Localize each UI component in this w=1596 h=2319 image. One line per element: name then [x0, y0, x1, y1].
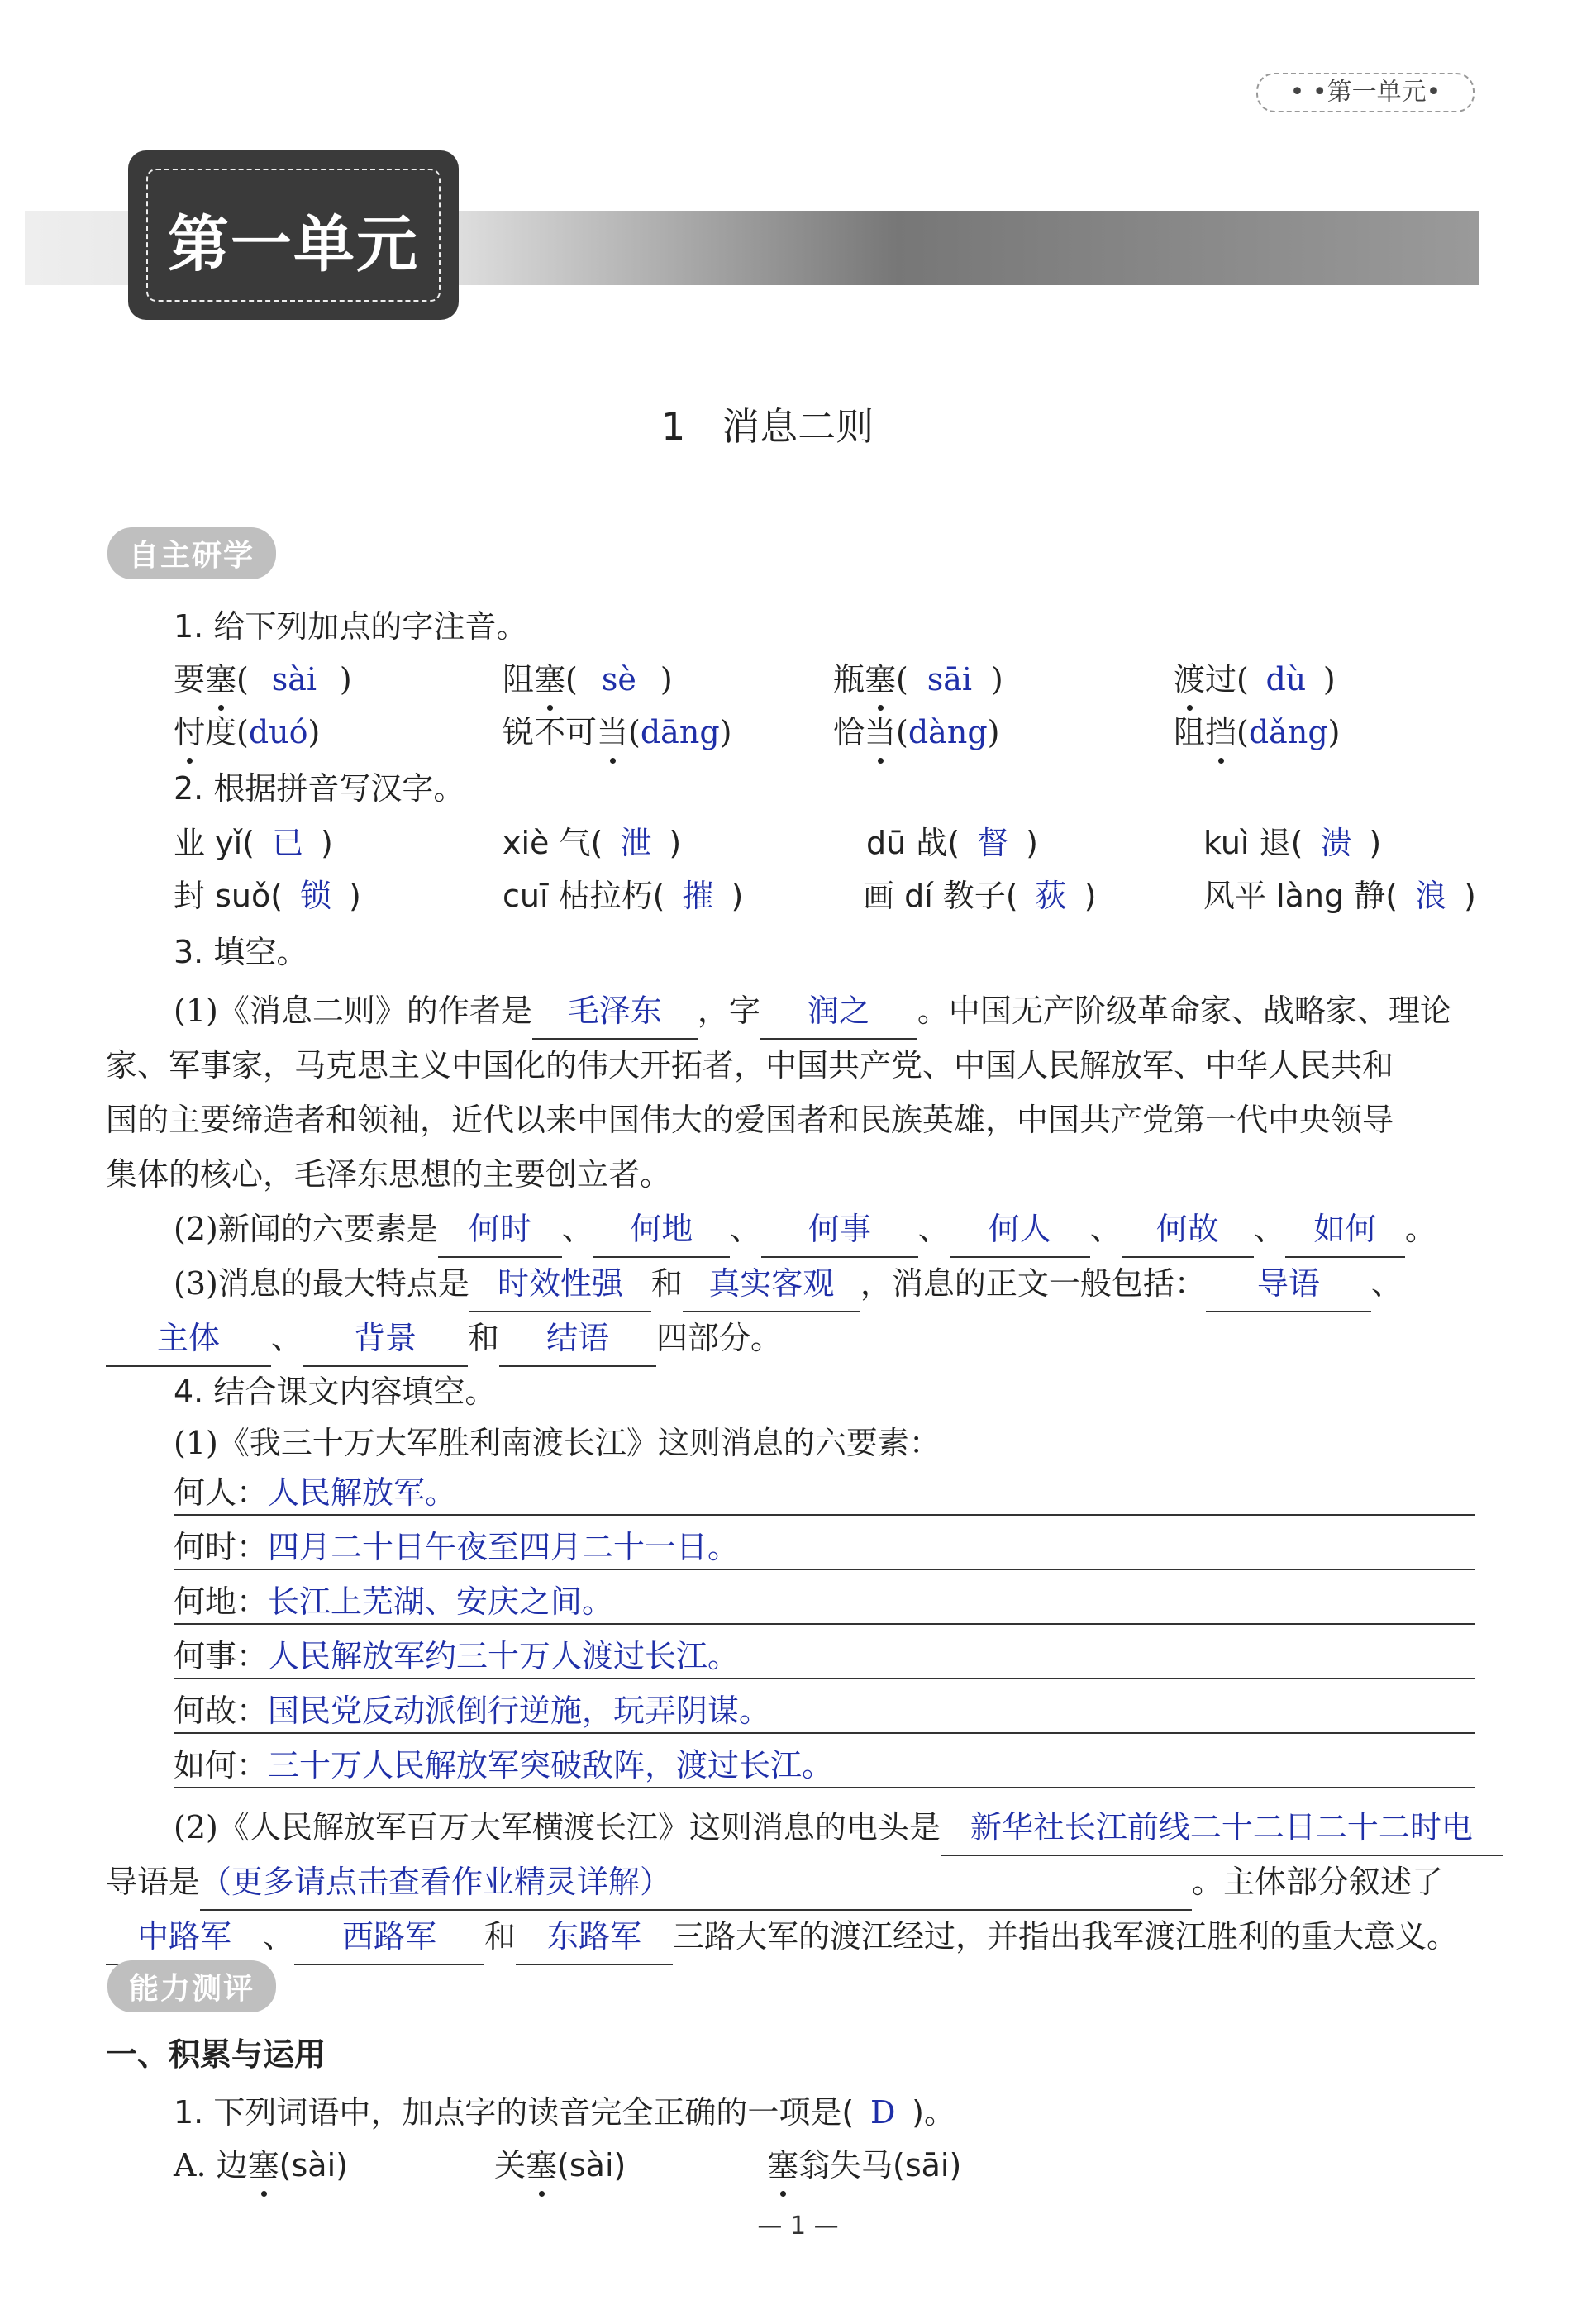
q3-p2-answer-3: 何人 — [950, 1202, 1090, 1258]
q4-element-1: 何时：四月二十日午夜至四月二十一日。 — [174, 1526, 1475, 1570]
q3-p3-answer-4: 背景 — [303, 1311, 468, 1367]
q2-item-7: 风平 làng 静( 浪 ) — [1203, 874, 1476, 917]
q1-item-0: 要塞( sài ) — [174, 658, 352, 701]
q4-element-5: 如何：三十万人民解放军突破敌阵，渡过长江。 — [174, 1744, 1475, 1788]
q4-element-0: 何人：人民解放军。 — [174, 1471, 1475, 1516]
q3-p2-answer-0: 何时 — [438, 1202, 562, 1258]
q3-p1-line2: 家、军事家，马克思主义中国化的伟大开拓者，中国共产党、中国人民解放军、中华人民共和 — [106, 1047, 1394, 1083]
test-q1-option-a-3: 塞翁失马(sāi) — [767, 2144, 961, 2187]
page-number: — 1 — — [757, 2212, 839, 2240]
q3-p2-answer-1: 何地 — [593, 1202, 730, 1258]
q1-answer-2: sāi — [927, 661, 973, 698]
q3-p3-answer-1: 真实客观 — [683, 1256, 860, 1312]
q1-prompt: 1. 给下列加点的字注音。 — [174, 608, 528, 645]
q4-p2-line2: 导语是（更多请点击查看作业精灵详解） 。主体部分叙述了 — [106, 1855, 1443, 1911]
q1-answer-6: dàng — [908, 714, 988, 750]
q4-prompt: 4. 结合课文内容填空。 — [174, 1374, 497, 1410]
q1-item-2: 瓶塞( sāi ) — [833, 658, 1003, 701]
section-tag-ability-test: 能力测评 — [107, 1960, 276, 2012]
q3-p3-answer-2: 导语 — [1206, 1256, 1371, 1312]
q2-item-1: xiè 气( 泄 ) — [503, 821, 681, 864]
q2-item-2: dū 战( 督 ) — [866, 821, 1038, 864]
q3-p1-answer-courtesy: 润之 — [760, 983, 917, 1040]
q2-answer-5: 摧 — [682, 878, 714, 914]
q1-item-3: 渡过( dù ) — [1174, 658, 1336, 701]
q2-item-0: 业 yǐ( 已 ) — [174, 821, 333, 864]
q1-item-6: 恰当(dàng) — [833, 711, 999, 754]
test-q1-option-a: A. 边塞(sài) — [174, 2144, 348, 2187]
lesson-title: 1 消息二则 — [661, 404, 874, 449]
running-header-title: 第一单元 — [1327, 78, 1427, 107]
q3-p3-answer-3: 主体 — [106, 1311, 271, 1367]
q1-answer-4: duó — [248, 714, 308, 750]
q2-item-6: 画 dí 教子( 荻 ) — [863, 874, 1097, 917]
q2-answer-2: 督 — [977, 825, 1009, 861]
q2-answer-0: 已 — [271, 825, 303, 861]
q2-answer-7: 浪 — [1415, 878, 1447, 914]
unit-title: 第一单元 — [168, 209, 419, 280]
q4-p2-answer-central: 中路军 — [106, 1909, 263, 1965]
test-q1-option-a-2: 关塞(sài) — [494, 2144, 626, 2187]
q3-p3-line2: 主体 、 背景 和 结语 四部分。 — [106, 1311, 782, 1367]
q3-p2-answer-2: 何事 — [761, 1202, 918, 1258]
q1-answer-1: sè — [601, 661, 636, 698]
q3-prompt: 3. 填空。 — [174, 934, 308, 970]
q4-p2-answer-eastern: 东路军 — [516, 1909, 673, 1965]
unit-title-box — [128, 150, 459, 320]
q2-item-5: cuī 枯拉朽( 摧 ) — [503, 874, 743, 917]
q1-item-4: 忖度(duó) — [174, 711, 320, 754]
q1-answer-3: dù — [1265, 661, 1307, 698]
q3-p3-answer-5: 结语 — [499, 1311, 656, 1367]
q1-item-5: 锐不可当(dāng) — [503, 711, 731, 754]
q4-answer-3: 人民解放军约三十万人渡过长江。 — [268, 1638, 740, 1674]
q2-prompt: 2. 根据拼音写汉字。 — [174, 770, 465, 807]
running-header-dots-left: • • — [1289, 78, 1327, 107]
q3-p1-line4: 集体的核心，毛泽东思想的主要创立者。 — [106, 1156, 672, 1193]
running-header-dots-right: • — [1426, 78, 1441, 107]
q4-element-4: 何故：国民党反动派倒行逆施，玩弄阴谋。 — [174, 1689, 1475, 1734]
q4-answer-2: 长江上芜湖、安庆之间。 — [268, 1583, 614, 1620]
running-header — [1256, 73, 1475, 112]
q3-p3-line1: (3)消息的最大特点是 时效性强 和 真实客观 ，消息的正文一般包括： 导语 、 — [174, 1256, 1403, 1312]
q1-item-7: 阻挡(dǎng) — [1174, 711, 1340, 754]
q3-p2-answer-4: 何故 — [1122, 1202, 1254, 1258]
q4-element-2: 何地：长江上芜湖、安庆之间。 — [174, 1580, 1475, 1625]
q2-answer-1: 泄 — [620, 825, 652, 861]
q3-p1-line1: (1)《消息二则》的作者是 毛泽东 ，字 润之 。中国无产阶级革命家、战略家、理论 — [174, 983, 1451, 1040]
q1-answer-0: sài — [271, 661, 317, 698]
q3-p2-answer-5: 如何 — [1285, 1202, 1405, 1258]
q4-p2-line1: (2)《人民解放军百万大军横渡长江》这则消息的电头是 新华社长江前线二十二日二十二时电 — [174, 1800, 1503, 1856]
q1-item-1: 阻塞( sè ) — [503, 658, 673, 701]
q4-p2-answer-dateline: 新华社长江前线二十二日二十二时电 — [941, 1800, 1503, 1856]
q4-p1: (1)《我三十万大军胜利南渡长江》这则消息的六要素： — [174, 1425, 941, 1461]
q3-p3-answer-0: 时效性强 — [469, 1256, 651, 1312]
q4-answer-1: 四月二十日午夜至四月二十一日。 — [268, 1529, 740, 1565]
q1-answer-5: dāng — [640, 714, 720, 750]
q2-answer-3: 溃 — [1320, 825, 1352, 861]
test-q1-prompt: 1. 下列词语中，加点字的读音完全正确的一项是( D )。 — [174, 2091, 955, 2134]
q4-answer-4: 国民党反动派倒行逆施，玩弄阴谋。 — [268, 1693, 771, 1729]
q3-p1-line3: 国的主要缔造者和领袖，近代以来中国伟大的爱国者和民族英雄，中国共产党第一代中央领导 — [106, 1102, 1394, 1138]
q2-item-4: 封 suǒ( 锁 ) — [174, 874, 361, 917]
q3-p2: (2)新闻的六要素是 何时 、 何地 、 何事 、 何人 、 何故 、 如何 。 — [174, 1202, 1436, 1258]
q2-answer-6: 荻 — [1035, 878, 1067, 914]
q4-p2-line3: 中路军 、 西路军 和 东路军 三路大军的渡江经过，并指出我军渡江胜利的重大意义。 — [106, 1909, 1458, 1965]
q4-p2-answer-western: 西路军 — [294, 1909, 484, 1965]
section-tag-self-study: 自主研学 — [107, 527, 276, 579]
q4-answer-5: 三十万人民解放军突破敌阵，渡过长江。 — [268, 1747, 834, 1783]
q2-item-3: kuì 退( 溃 ) — [1203, 821, 1381, 864]
q4-answer-0: 人民解放军。 — [268, 1474, 457, 1511]
q3-p1-answer-author: 毛泽东 — [532, 983, 698, 1040]
q4-p2-answer-lead: （更多请点击查看作业精灵详解） — [200, 1855, 1192, 1911]
q2-answer-4: 锁 — [300, 878, 332, 914]
part1-heading: 一、积累与运用 — [106, 2036, 326, 2073]
q4-element-3: 何事：人民解放军约三十万人渡过长江。 — [174, 1635, 1475, 1679]
q1-answer-7: dǎng — [1248, 714, 1328, 750]
test-q1-answer: D — [869, 2094, 896, 2131]
